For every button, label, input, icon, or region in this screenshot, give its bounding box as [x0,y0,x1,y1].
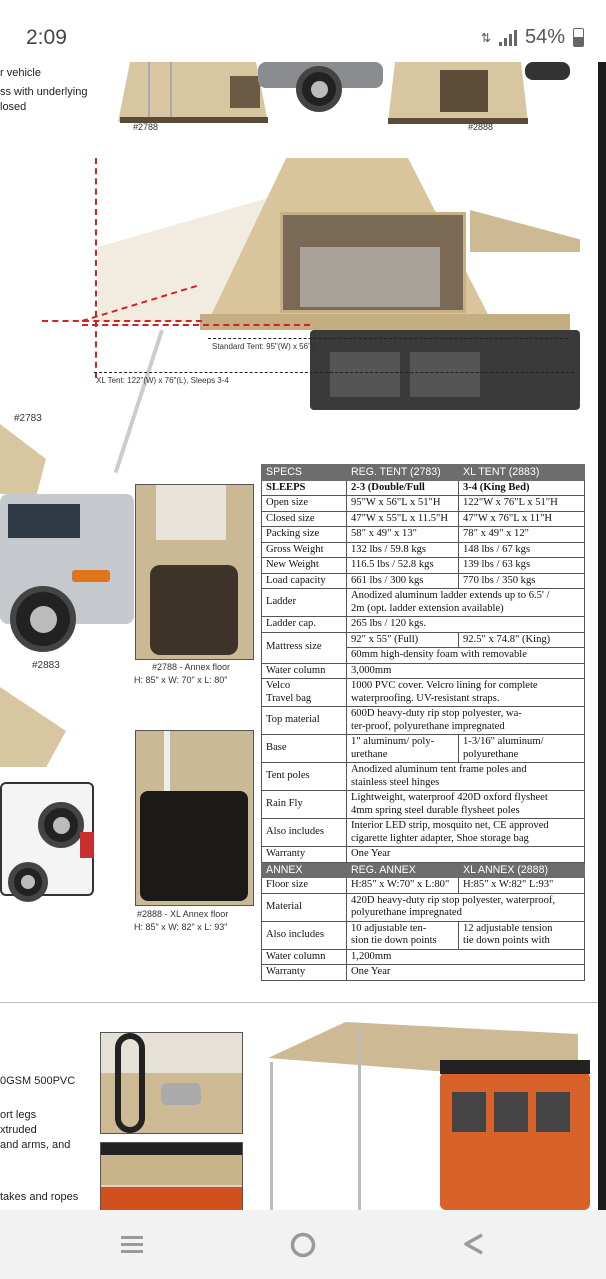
velco-line-1: 1000 PVC cover. Velcro lining for complete [351,680,538,691]
standard-tent-dimension-label: Standard Tent: 95"(W) x 56"(L [212,342,319,351]
row-label: Also includes [262,921,347,949]
caption-2888: #2888 [468,122,494,132]
row-value [347,707,585,735]
row-label: Ladder [262,589,347,617]
annex-header-xl: XL ANNEX (2888) [459,862,585,878]
recent-apps-button[interactable] [118,1230,146,1265]
row-xl-value: 3-4 (King Bed) [459,480,585,496]
battery-percent: 54% [524,26,565,48]
back-icon [460,1230,488,1258]
row-reg-value: 58" x 49" x 13" [347,527,459,543]
table-row [262,819,585,847]
row-reg-value: 92" x 55" (Full) [347,632,459,648]
table-row [262,527,585,543]
rain-fly-line-2: 4mm spring steel durable flysheet poles [351,804,520,816]
row-label: Ladder cap. [262,617,347,633]
row-xl-value: H:85" x W:82" L:93" [459,878,585,894]
row-label: Top material [262,707,347,735]
bottom-left-text-2: ort legs [0,1109,37,1121]
row-label: Also includes [262,819,347,847]
row-label: Water column [262,663,347,679]
row-value: One Year [347,847,585,863]
top-material-line-2: ter-proof, polyurethane impregnated [351,720,505,732]
caption-2883: #2883 [32,660,60,671]
specs-header-reg: REG. TENT (2783) [347,465,459,481]
row-reg-value: 2-3 (Double/Full [347,480,459,496]
table-row [262,791,585,819]
table-row [262,965,585,981]
recent-apps-icon [118,1230,146,1258]
row-xl-value: 139 lbs / 63 kgs [459,558,585,574]
row-reg-value: 95"W x 56"L x 51"H [347,496,459,512]
caption-2783: #2783 [14,413,42,424]
base-reg-line-1: 1" aluminum/ poly- [351,736,435,747]
annex-includes-xl-2: tie down points with [463,935,550,946]
includes-line-1: Interior LED strip, mosquito net, CE approved [351,820,549,831]
tent-2783-image [0,424,46,494]
row-value [347,819,585,847]
status-time: 2:09 [26,26,67,49]
bottom-left-text-5: takes and ropes [0,1191,79,1203]
annex-header-label: ANNEX [262,862,347,878]
annex-header-reg: REG. ANNEX [347,862,459,878]
annex-includes-reg-2: sion tie down points [351,935,437,946]
table-row [262,496,585,512]
velco-line-2: waterproofing. UV-resistant straps. [351,692,500,704]
awning-bracket-photo [100,1032,243,1134]
battery-icon [573,28,584,47]
row-value: 3,000mm [347,663,585,679]
velco-label-1: Velco [266,680,291,691]
home-button[interactable] [288,1230,318,1267]
annex-material-line-1: 420D heavy-duty rip stop polyester, waterproof, [351,894,556,906]
bottom-left-text-3: xtruded [0,1124,37,1136]
navigation-bar [0,1210,606,1279]
includes-line-2: cigarette lighter adapter, Shoe storage bag [351,832,529,844]
row-xl-value: 122"W x 76"L x 51"H [459,496,585,512]
tent-poles-line-1: Anodized aluminum tent frame poles and [351,764,527,775]
table-row [262,617,585,633]
row-reg-value [347,735,459,763]
table-row [262,632,585,648]
signal-icon [499,30,517,46]
base-reg-line-2: urethane [351,748,388,760]
row-label: Load capacity [262,573,347,589]
table-row [262,735,585,763]
annex-2888-photo [135,730,254,906]
annex-2788-photo [135,484,254,660]
ladder-line-1: Anodized aluminum ladder extends up to 6.5' / [351,590,550,601]
top-material-line-1: 600D heavy-duty rip stop polyester, wa- [351,708,522,719]
home-icon [288,1230,318,1260]
row-label: Gross Weight [262,542,347,558]
section-divider [0,1002,598,1003]
table-row [262,707,585,735]
table-row [262,893,585,921]
row-label: Rain Fly [262,791,347,819]
table-row [262,949,585,965]
row-value [347,589,585,617]
page-edge [598,62,606,1210]
row-label: Base [262,735,347,763]
xl-tent-dimension-label: XL Tent: 122"(W) x 76"(L), Sleeps 3-4 [96,376,229,385]
annex-includes-xl-1: 12 adjustable tension [463,922,553,934]
row-xl-value: 78" x 49" x 12" [459,527,585,543]
row-reg-value: H:85" x W:70" x L:80" [347,878,459,894]
row-value: 1,200mm [347,949,585,965]
row-label: Tent poles [262,763,347,791]
row-label: Closed size [262,511,347,527]
bottom-left-text-4: and arms, and [0,1139,71,1151]
annex-material-line-2: polyurethane impregnated [351,907,462,918]
row-value: One Year [347,965,585,981]
specs-header-row [262,465,585,481]
table-row [262,480,585,496]
row-reg-value [347,921,459,949]
row-value [347,679,585,707]
row-xl-value: 47"W x 76"L x 11"H [459,511,585,527]
specs-header-xl: XL TENT (2883) [459,465,585,481]
annex-includes-reg-1: 10 adjustable ten- [351,922,427,934]
top-left-text-1: r vehicle [0,67,41,79]
table-row [262,878,585,894]
table-row [262,558,585,574]
row-label: Material [262,893,347,921]
table-row [262,573,585,589]
base-xl-line-2: polyurethane [463,748,519,760]
table-row [262,679,585,707]
specs-header-label: SPECS [262,465,347,481]
row-value [347,763,585,791]
table-row [262,589,585,617]
caption-2788: #2788 [133,122,159,132]
table-row [262,511,585,527]
table-row [262,847,585,863]
rain-fly-line-1: Lightweight, waterproof 420D oxford flysheet [351,792,548,803]
row-label: Mattress size [262,632,347,663]
row-reg-value: 661 lbs / 300 kgs [347,573,459,589]
row-xl-value [459,921,585,949]
caption-annex-2888-dims: H: 85" x W: 82" x L: 93" [134,922,228,932]
row-label: Water column [262,949,347,965]
annex-header-row [262,862,585,878]
wheel-icon [296,66,342,112]
row-label [262,679,347,707]
row-label: SLEEPS [262,480,347,496]
status-bar [0,0,606,62]
row-label: Floor size [262,878,347,894]
row-label: New Weight [262,558,347,574]
row-reg-value: 47"W x 55"L x 11.5"H [347,511,459,527]
data-arrows-icon: ⇅ [480,30,491,45]
table-row [262,542,585,558]
velco-label-2: Travel bag [266,692,312,704]
back-button[interactable] [460,1230,488,1265]
row-reg-value: 132 lbs / 59.8 kgs [347,542,459,558]
row-value: 265 lbs / 120 kgs. [347,617,585,633]
base-xl-line-1: 1-3/16" aluminum/ [463,736,544,747]
row-xl-value: 92.5" x 74.8" (King) [459,632,585,648]
row-xl-value: 770 lbs / 350 kgs [459,573,585,589]
row-xl-value [459,735,585,763]
specs-table [261,464,585,981]
caption-annex-2788-dims: H: 85" x W: 70" x L: 80" [134,675,228,685]
caption-annex-2788: #2788 - Annex floor [152,662,231,672]
tent-poles-line-2: stainless steel hinges [351,776,440,788]
caption-annex-2888: #2888 - XL Annex floor [137,909,229,919]
row-label: Packing size [262,527,347,543]
status-icons [481,26,584,49]
row-reg-value: 116.5 lbs / 52.8 kgs [347,558,459,574]
table-row [262,921,585,949]
row-value: 60mm high-density foam with removable [347,648,585,664]
row-label: Warranty [262,847,347,863]
row-xl-value: 148 lbs / 67 kgs [459,542,585,558]
bottom-left-text-1: 0GSM 500PVC [0,1075,76,1087]
document-image[interactable] [0,62,598,1210]
row-value [347,791,585,819]
row-label: Open size [262,496,347,512]
row-value [347,893,585,921]
top-left-text-3: losed [0,101,27,113]
ladder-line-2: 2m (opt. ladder extension available) [351,602,504,614]
table-row [262,663,585,679]
vehicle-dark-top [525,62,570,80]
awning-mount-photo [100,1142,243,1210]
row-label: Warranty [262,965,347,981]
table-row [262,763,585,791]
top-left-text-2: ss with underlying [0,86,88,98]
